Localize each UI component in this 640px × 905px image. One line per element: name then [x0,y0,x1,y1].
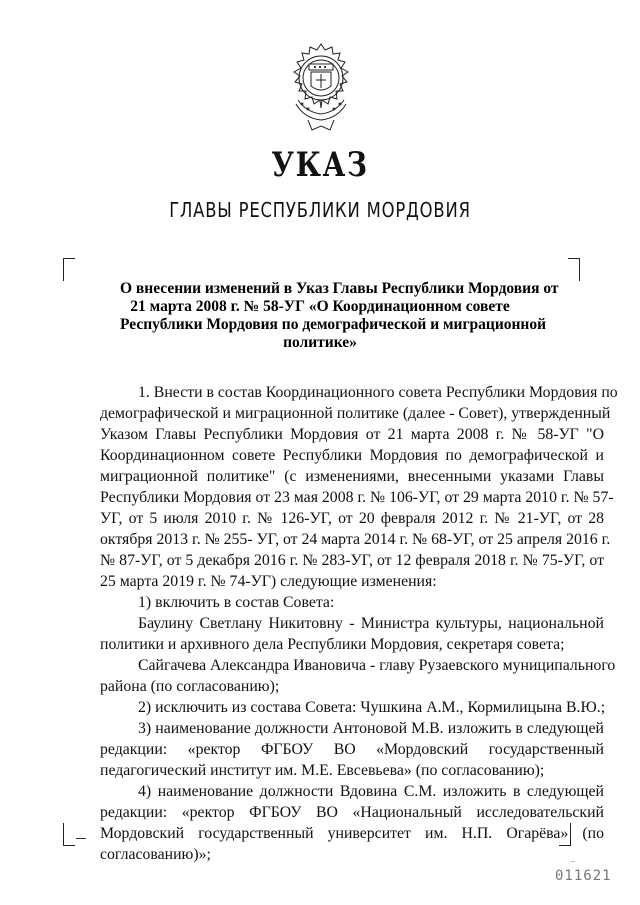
body-line: политики и архивного дела Республики Мордовия, секретаря совета; [100,636,565,653]
body-line: Сайгачева Александра Ивановича - главу Рузаевского муниципального [138,657,616,674]
body-line: Баулину Светлану Никитовну - Министра культуры, национальной [138,615,604,632]
bracket-top-left [63,258,75,281]
body-line: 1) включить в состав Совета: [138,594,335,611]
decree-heading [120,280,559,352]
body-line: УГ, от 5 июля 2010 г. № 126-УГ, от 20 февраля 2012 г. № 21-УГ, от 28 [100,510,604,527]
heading-line: Республики Мордовия по демографической и миграционной [120,316,547,333]
body-line: 3) наименование должности Антоновой М.В. изложить в следующей [138,720,604,737]
body-line: Координационном совете Республики Мордовия по демографической и [100,447,604,464]
body-line: 1. Внести в состав Координационного совета Республики Мордовия по [138,384,618,401]
coat-of-arms-icon [278,42,364,134]
body-line: педагогический институт им. М.Е. Евсевьева» (по согласованию); [100,762,545,779]
body-line: Республики Мордовия от 23 мая 2008 г. № 106-УГ, от 29 марта 2010 г. № 57- [100,489,614,506]
heading-line: 21 марта 2008 г. № 58-УГ «О Координационном совете [130,298,510,315]
body-line: миграционной политике" (с изменениями, внесенными указами Главы [100,468,604,485]
heading-line: политике» [283,334,357,351]
heading-line: О внесении изменений в Указ Главы Республики Мордовия от [120,280,559,297]
body-line: № 87-УГ, от 5 декабря 2016 г. № 283-УГ, от 12 февраля 2018 г. № 75-УГ, от [100,552,604,569]
body-line: октября 2013 г. № 255- УГ, от 24 марта 2014 г. № 68-УГ, от 25 апреля 2016 г. [100,531,611,548]
stamp-mark: ~ [570,858,576,866]
body-line: 2) исключить из состава Совета: Чушкина А.М., Кормилицына В.Ю.; [138,699,606,716]
body-line: 4) наименование должности Вдовина С.М. изложить в следующей [138,783,604,800]
document-subtitle: ГЛАВЫ РЕСПУБЛИКИ МОРДОВИЯ [169,198,471,222]
bracket-top-right [568,258,580,281]
bracket-bottom-left [63,823,75,846]
margin-mark [76,838,86,839]
body-line: согласованию)»; [100,846,211,863]
body-line: района (по согласованию); [100,678,280,695]
body-line: Мордовский государственный университет им. Н.П. Огарёва» (по [100,825,604,842]
document-stamp-number: 011621 [555,868,612,884]
body-line: редакции: «ректор ФГБОУ ВО «Мордовский государственный [100,741,604,758]
body-line: Указом Главы Республики Мордовия от 21 марта 2008 г. № 58-УГ "О [100,426,604,443]
body-line: демографической и миграционной политике (далее - Совет), утвержденный [100,405,611,422]
document-title: УКАЗ [271,145,369,185]
body-line: редакции: «ректор ФГБОУ ВО «Национальный исследовательский [100,804,604,821]
body-line: 25 марта 2019 г. № 74-УГ) следующие изменения: [100,573,437,590]
